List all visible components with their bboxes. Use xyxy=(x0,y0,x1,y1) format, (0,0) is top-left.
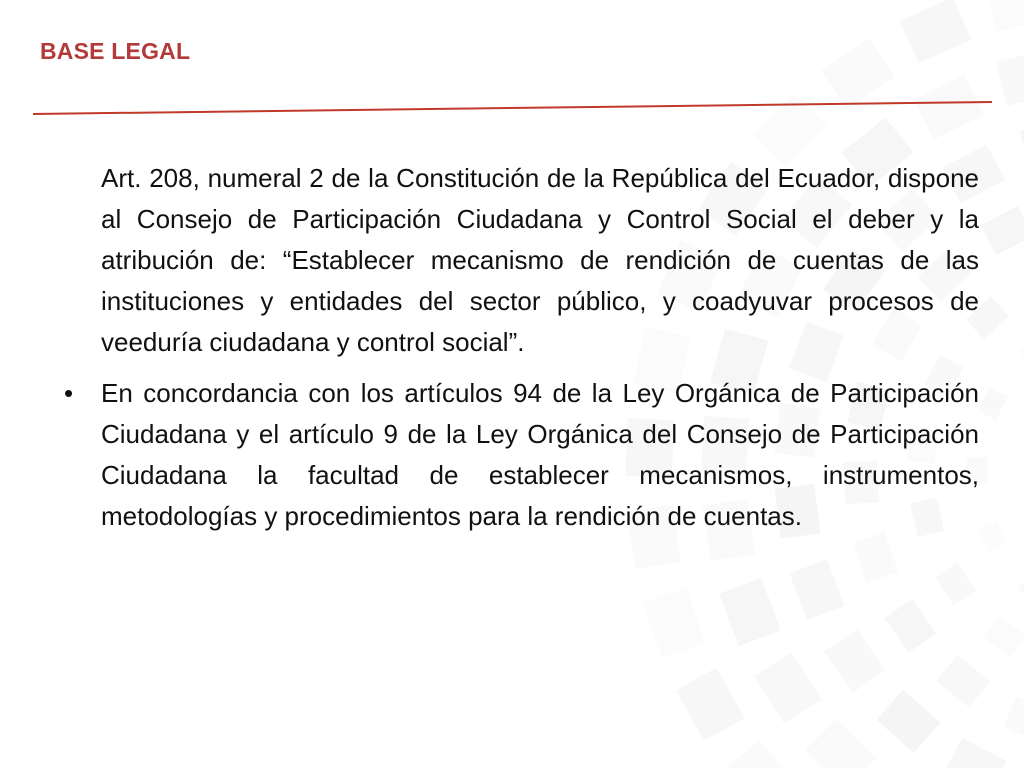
pattern-square xyxy=(935,562,976,605)
pattern-square xyxy=(789,559,844,620)
paragraph-article-208 xyxy=(64,158,979,363)
pattern-square xyxy=(944,738,1007,768)
pattern-square xyxy=(724,740,797,768)
pattern-square xyxy=(754,652,822,723)
pattern-square xyxy=(978,520,1008,552)
pattern-square xyxy=(676,668,745,741)
pattern-square xyxy=(981,206,1024,255)
pattern-square xyxy=(885,599,937,653)
pattern-square xyxy=(643,588,705,658)
paragraph-text: En concordancia con los artículos 94 de la Ley Orgánica de Participación Ciudadana y el artículo 9 de la Ley Orgánica del Consejo de Participación Ciudadana la facultad de establecer mecanismos, instrumentos, metodologías y procedimientos para la rendición de cuentas. xyxy=(101,378,979,531)
slide-body xyxy=(64,158,979,547)
pattern-square xyxy=(805,719,876,768)
paragraph-text: Art. 208, numeral 2 de la Constitución de la República del Ecuador, dispone al Consejo de Participación Ciudadana y Control Social el deber y la atribución de: “Establecer mecanismo de rendición de cuentas de las instituciones y entidades del sector público, y coadyuvar procesos de veeduría ciudadana y control social”. xyxy=(101,163,979,357)
pattern-square xyxy=(936,655,990,707)
pattern-square xyxy=(1018,334,1024,366)
pattern-square xyxy=(719,578,781,646)
pattern-square xyxy=(824,629,885,693)
paragraph-concordancia xyxy=(64,373,979,537)
pattern-square xyxy=(877,690,941,753)
bullet-icon: • xyxy=(64,378,74,408)
pattern-square xyxy=(1004,696,1024,743)
pattern-square xyxy=(978,388,1008,420)
pattern-square xyxy=(1018,573,1024,605)
title-underline xyxy=(0,0,1024,130)
pattern-square xyxy=(983,616,1024,658)
slide-title: BASE LEGAL xyxy=(40,38,191,64)
